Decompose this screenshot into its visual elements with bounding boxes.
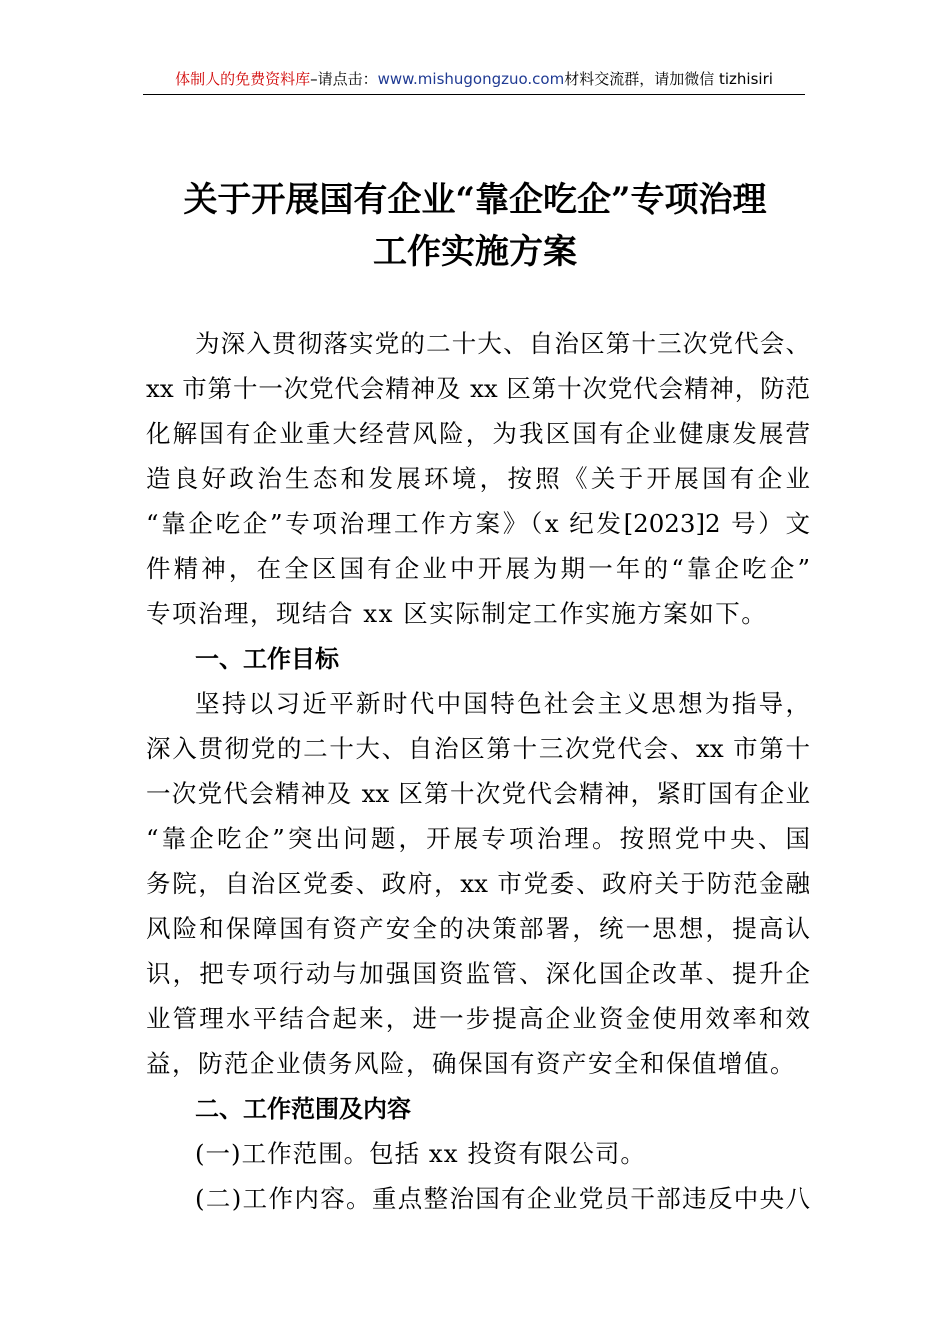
intro-line: 化解国有企业重大经营风险，为我区国有企业健康发展营 [146,419,810,448]
goal-line: 风险和保障国有资产安全的决策部署，统一思想，提高认 [146,914,810,943]
goal-line: 识，把专项行动与加强国资监管、深化国企改革、提升企 [146,959,810,988]
scope-line: (一)工作范围。包括 xx 投资有限公司。 [195,1139,646,1168]
document-title-line-2: 工作实施方案 [373,232,577,272]
header-prompt: –请点击： [310,70,378,88]
intro-line: 专项治理，现结合 xx 区实际制定工作实施方案如下。 [146,599,768,628]
intro-line: 件精神，在全区国有企业中开展为期一年的“靠企吃企” [146,554,810,583]
goal-line: 务院，自治区党委、政府，xx 市党委、政府关于防范金融 [146,869,810,898]
intro-line: xx 市第十一次党代会精神及 xx 区第十次党代会精神，防范 [146,374,810,403]
goal-line: 一次党代会精神及 xx 区第十次党代会精神，紧盯国有企业 [146,779,810,808]
header-url-link[interactable]: www.mishugongzuo.com [377,70,565,88]
page-header [143,66,805,95]
section-heading-goal: 一、工作目标 [195,645,339,673]
intro-line: 为深入贯彻落实党的二十大、自治区第十三次党代会、 [195,329,810,358]
goal-line: “靠企吃企”突出问题，开展专项治理。按照党中央、国 [146,824,810,853]
intro-line: “靠企吃企”专项治理工作方案》（x 纪发[2023]2 号）文 [146,509,810,538]
header-site-name: 体制人的免费资料库 [175,70,311,88]
content-line: (二)工作内容。重点整治国有企业党员干部违反中央八 [195,1184,810,1213]
intro-line: 造良好政治生态和发展环境，按照《关于开展国有企业 [146,464,810,493]
goal-line: 深入贯彻党的二十大、自治区第十三次党代会、xx 市第十 [146,734,810,763]
goal-line: 业管理水平结合起来，进一步提高企业资金使用效率和效 [146,1004,810,1033]
header-tail: 材料交流群，请加微信 tizhisiri [564,70,773,88]
document-title-line-1: 关于开展国有企业“靠企吃企”专项治理 [183,180,767,220]
section-heading-scope: 二、工作范围及内容 [195,1095,411,1123]
goal-line: 益，防范企业债务风险，确保国有资产安全和保值增值。 [146,1049,796,1078]
goal-line: 坚持以习近平新时代中国特色社会主义思想为指导， [195,689,810,718]
